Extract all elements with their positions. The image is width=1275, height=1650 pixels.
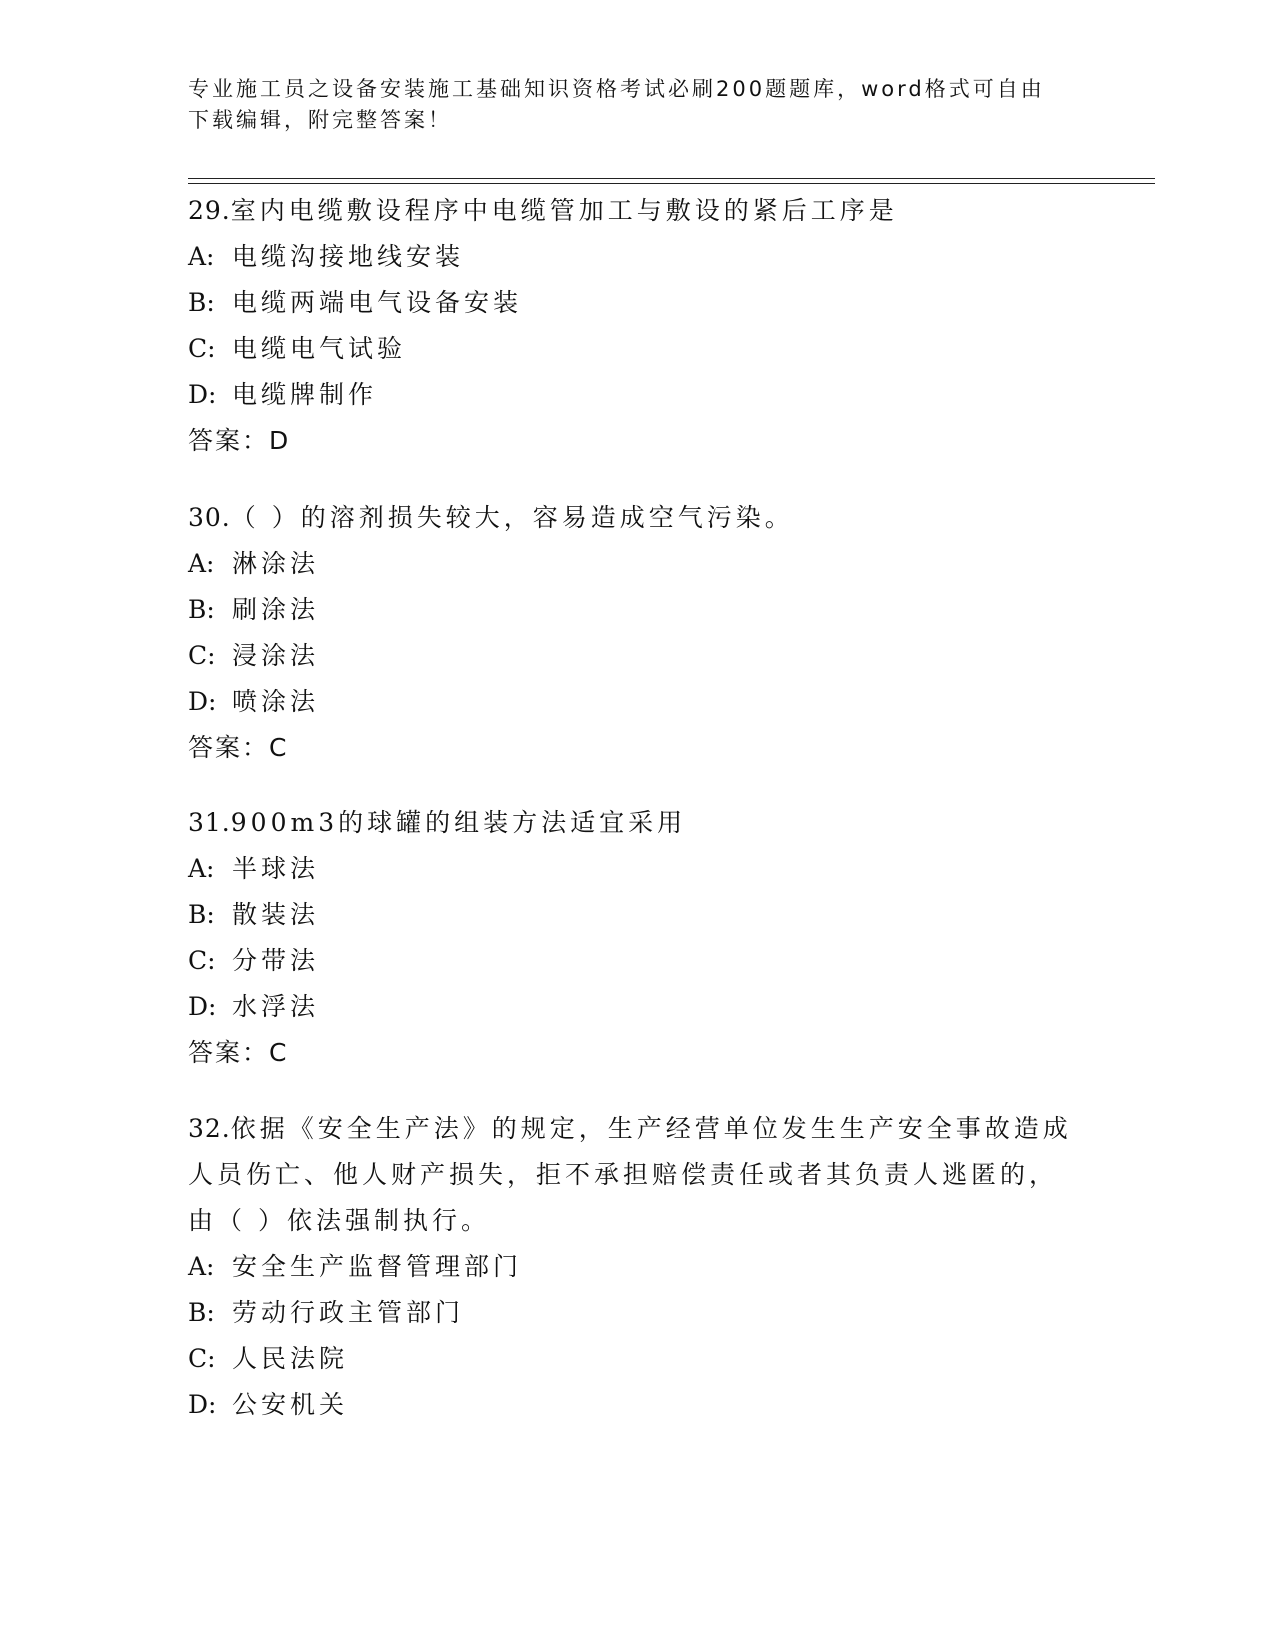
option-text: 电缆牌制作 <box>232 380 378 409</box>
option-a <box>188 234 1088 280</box>
option-text: 半球法 <box>232 854 320 883</box>
option-b <box>188 1290 1088 1336</box>
option-b <box>188 587 1088 633</box>
option-d <box>188 372 1088 418</box>
question-stem-continued: 人员伤亡、他人财产损失，拒不承担赔偿责任或者其负责人逃匿的， <box>188 1160 1059 1189</box>
header-divider-bottom <box>188 183 1155 184</box>
answer-label: 答案： <box>188 1038 270 1067</box>
question-stem-line: 900m3的球罐的组装方法适宜采用 <box>230 808 687 837</box>
option-a <box>188 1244 1088 1290</box>
option-text: 电缆电气试验 <box>232 334 407 363</box>
option-c <box>188 326 1088 372</box>
answer-line <box>188 1030 1088 1076</box>
document-header <box>188 74 1088 136</box>
option-key: A: <box>188 549 215 578</box>
option-text: 安全生产监督管理部门 <box>232 1252 523 1281</box>
question-stem-continued: 由（ ）依法强制执行。 <box>188 1206 490 1235</box>
question-number: 30. <box>188 503 231 532</box>
option-a <box>188 541 1088 587</box>
option-d <box>188 1382 1088 1428</box>
question-number: 29. <box>188 196 231 225</box>
option-key: D: <box>188 1390 217 1419</box>
option-text: 淋涂法 <box>232 549 320 578</box>
option-key: C: <box>188 946 216 975</box>
option-text: 公安机关 <box>232 1390 349 1419</box>
question-stem <box>188 1106 1088 1152</box>
question-stem-line: 依据《安全生产法》的规定，生产经营单位发生生产安全事故造成 <box>230 1114 1072 1143</box>
answer-value: D <box>269 426 292 455</box>
answer-label: 答案： <box>188 426 270 455</box>
option-b <box>188 280 1088 326</box>
question-stem-line: （ ）的溶剂损失较大，容易造成空气污染。 <box>230 503 794 532</box>
option-text: 刷涂法 <box>232 595 320 624</box>
option-key: B: <box>188 288 215 317</box>
option-key: D: <box>188 687 217 716</box>
answer-label: 答案： <box>188 733 270 762</box>
header-line-1: 专业施工员之设备安装施工基础知识资格考试必刷200题题库，word格式可自由 <box>188 77 1045 101</box>
question-stem <box>188 800 1088 846</box>
option-text: 电缆两端电气设备安装 <box>232 288 523 317</box>
option-key: C: <box>188 334 216 363</box>
option-c <box>188 633 1088 679</box>
option-text: 人民法院 <box>232 1344 349 1373</box>
question-30 <box>188 495 1088 771</box>
question-number: 32. <box>188 1114 231 1143</box>
option-key: C: <box>188 1344 216 1373</box>
option-text: 电缆沟接地线安装 <box>232 242 465 271</box>
option-d <box>188 984 1088 1030</box>
option-text: 散装法 <box>232 900 320 929</box>
option-b <box>188 892 1088 938</box>
header-divider-top <box>188 178 1155 179</box>
question-stem <box>188 188 1088 234</box>
question-stem <box>188 495 1088 541</box>
question-29 <box>188 188 1088 464</box>
option-text: 劳动行政主管部门 <box>232 1298 465 1327</box>
option-key: D: <box>188 380 217 409</box>
question-31 <box>188 800 1088 1076</box>
option-key: A: <box>188 242 215 271</box>
option-text: 浸涂法 <box>232 641 320 670</box>
header-line-2: 下载编辑，附完整答案！ <box>188 108 452 132</box>
answer-line <box>188 418 1088 464</box>
answer-value: C <box>269 1038 290 1067</box>
option-key: B: <box>188 1298 215 1327</box>
option-d <box>188 679 1088 725</box>
answer-line <box>188 725 1088 771</box>
option-key: A: <box>188 1252 215 1281</box>
question-32 <box>188 1106 1088 1428</box>
option-a <box>188 846 1088 892</box>
option-c <box>188 938 1088 984</box>
option-key: A: <box>188 854 215 883</box>
question-stem-line: 室内电缆敷设程序中电缆管加工与敷设的紧后工序是 <box>230 196 898 225</box>
option-key: C: <box>188 641 216 670</box>
answer-value: C <box>269 733 290 762</box>
question-number: 31. <box>188 808 231 837</box>
option-c <box>188 1336 1088 1382</box>
option-key: D: <box>188 992 217 1021</box>
option-text: 水浮法 <box>232 992 320 1021</box>
option-key: B: <box>188 595 215 624</box>
option-key: B: <box>188 900 215 929</box>
option-text: 喷涂法 <box>232 687 320 716</box>
option-text: 分带法 <box>232 946 320 975</box>
